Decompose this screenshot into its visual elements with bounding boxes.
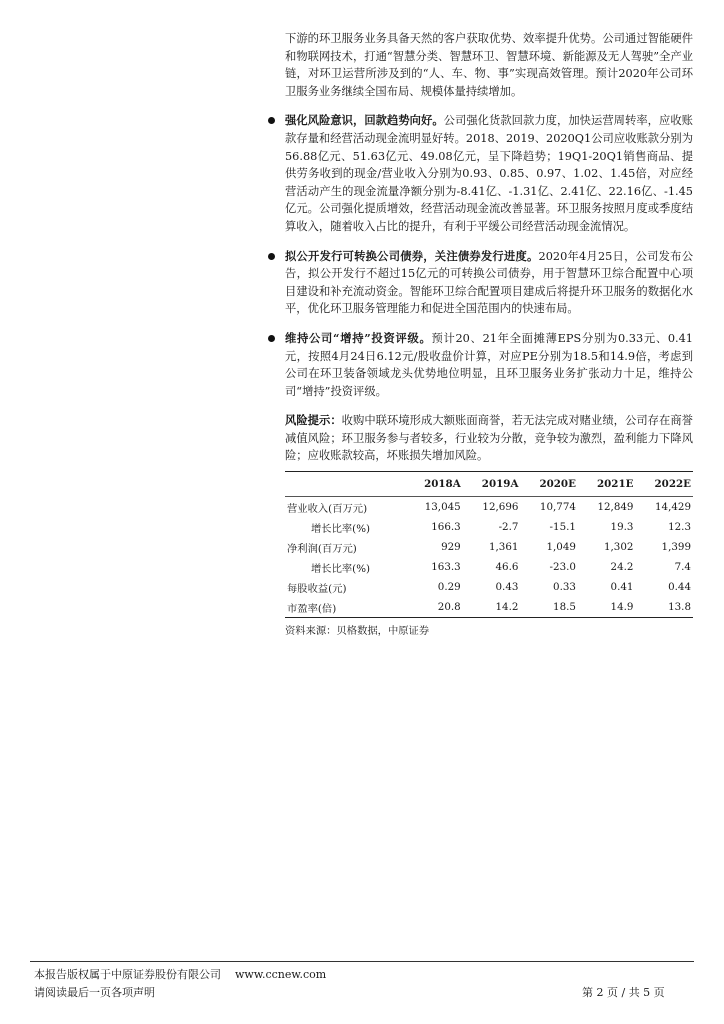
risk-heading: 风险提示： — [285, 413, 342, 428]
table-cell: 12,849 — [597, 501, 634, 514]
table-cell: 14.2 — [495, 601, 519, 614]
row-label: 营业收入(百万元) — [287, 502, 368, 515]
table-cell: 18.5 — [553, 601, 576, 614]
table-row — [285, 517, 693, 537]
table-cell: 13,045 — [424, 501, 461, 514]
table-row — [285, 497, 693, 518]
website-link[interactable]: www.ccnew.com — [235, 968, 327, 981]
bullet-title: 维持公司“增持”投资评级。 — [285, 330, 432, 345]
table-row — [285, 557, 693, 577]
table-cell: 12,696 — [482, 501, 519, 514]
bullet-paragraph — [285, 112, 693, 235]
bullet-paragraph — [285, 330, 693, 400]
table-cell: 929 — [441, 541, 461, 554]
page-number: 第 2 页 / 共 5 页 — [582, 986, 665, 999]
row-label: 市盈率(倍) — [287, 602, 337, 615]
table-cell: 14,429 — [654, 501, 691, 514]
table-cell: 10,774 — [539, 501, 576, 514]
table-cell: 7.4 — [674, 561, 691, 574]
risk-text: 收购中联环境形成大额账面商誉，若无法完成对赌业绩，公司存在商誉减值风险；环卫服务参与者较多，行业较为分散，竞争较为激烈，盈利能力下降风险；应收账款较高，坏账损失增加风险。 — [285, 414, 693, 463]
table-cell: 1,049 — [546, 541, 576, 554]
table-cell: 20.8 — [437, 601, 461, 614]
table-cell: -15.1 — [549, 521, 576, 534]
table-row — [285, 597, 693, 618]
table-row — [285, 537, 693, 557]
table-cell: 0.29 — [437, 581, 461, 594]
footer-divider — [30, 961, 694, 962]
intro-paragraph: 下游的环卫服务业务具备天然的客户获取优势、效率提升优势。公司通过智能硬件和物联网技术，打通“智慧分类、智慧环卫、智慧环境、新能源及无人驾驶”全产业链，对环卫运营所涉及到的“人、车、物、事”实现高效管理。预计2020年公司环卫服务业务继续全国布局、规模体量持续增加。 — [285, 32, 693, 98]
risk-paragraph — [285, 412, 693, 465]
row-label: 每股收益(元) — [287, 582, 347, 595]
bullet-text: 公司强化货款回款力度，加快运营周转率，应收账款存量和经营活动现金流明显好转。2018、2019、2020Q1公司应收账款分别为56.88亿元、51.63亿元、49.08亿元，呈下降趋势；19Q1-20Q1销售商品、提供劳务收到的现金/营业收入分别为0.93、0.85、0.97、1.02、1.45倍，对应经营活动产生的现金流量净额分别为-8.41亿、-1.31亿、2.41亿、22.16亿、-1.45亿元。公司强化提质增效，经营活动现金流改善显著。环卫服务按照月度或季度结算收入，随着收入占比的提升，有利于平缓公司经营活动现金流情况。 — [285, 114, 693, 233]
bullet-paragraph — [285, 248, 693, 318]
bullet-rating — [285, 330, 693, 400]
bullet-collection — [285, 112, 693, 235]
footer-copyright — [34, 966, 326, 982]
table-cell: 24.2 — [610, 561, 634, 574]
table-header-row — [285, 472, 693, 497]
table-cell: 1,399 — [661, 541, 691, 554]
table-cell: 0.44 — [668, 581, 691, 594]
table-header-cell: 2018A — [405, 472, 463, 497]
data-source-note: 资料来源：贝格数据，中原证券 — [285, 625, 430, 638]
bullet-text: 2020年4月25日，公司发布公告，拟公开发行不超过15亿元的可转换公司债券，用于智慧环卫综合配置中心项目建设和补充流动资金。智能环卫综合配置项目建成后将提升环卫服务的数据化水平，优化环卫服务管理能力和促进全国范围内的快速布局。 — [285, 249, 693, 316]
table-header-cell: 2021E — [578, 472, 636, 497]
row-label: 增长比率(%) — [311, 522, 371, 535]
bullet-icon — [268, 253, 275, 260]
bullet-icon — [268, 335, 275, 342]
table-cell: 19.3 — [610, 521, 634, 534]
financial-forecast-table — [285, 471, 693, 618]
table-cell: 166.3 — [431, 521, 461, 534]
bullet-icon — [268, 117, 275, 124]
table-cell: 13.8 — [668, 601, 691, 614]
table-header-cell — [285, 472, 405, 497]
table-cell: -23.0 — [549, 561, 576, 574]
footer-disclaimer: 请阅读最后一页各项声明 — [34, 986, 155, 999]
table-cell: 12.3 — [668, 521, 691, 534]
bullet-title: 强化风险意识，回款趋势向好。 — [285, 113, 444, 128]
table-cell: 14.9 — [610, 601, 634, 614]
table-cell: 0.41 — [610, 581, 634, 594]
table-cell: 1,361 — [488, 541, 519, 554]
table-cell: 1,302 — [603, 541, 634, 554]
table-header-cell: 2022E — [635, 472, 693, 497]
table-cell: -2.7 — [498, 521, 519, 534]
bullet-title: 拟公开发行可转换公司债券，关注债券发行进度。 — [285, 248, 539, 263]
row-label: 增长比率(%) — [311, 562, 371, 575]
table-header-cell: 2019A — [463, 472, 521, 497]
row-label: 净利润(百万元) — [287, 542, 357, 555]
table-header-cell: 2020E — [520, 472, 578, 497]
copyright-text: 本报告版权属于中原证券股份有限公司 — [34, 968, 221, 981]
table-cell: 46.6 — [495, 561, 519, 574]
bullet-convertible-bond — [285, 248, 693, 318]
table-row — [285, 577, 693, 597]
table-cell: 0.33 — [553, 581, 576, 594]
table-cell: 163.3 — [431, 561, 461, 574]
bullet-text: 预计20、21年全面摊薄EPS分别为0.33元、0.41元，按照4月24日6.12元/股收盘价计算，对应PE分别为18.5和14.9倍，考虑到公司在环卫装备领域龙头优势地位明显，且环卫服务业务扩张动力十足，维持公司“增持”投资评级。 — [285, 331, 693, 398]
report-body — [285, 30, 693, 637]
table-cell: 0.43 — [495, 581, 519, 594]
